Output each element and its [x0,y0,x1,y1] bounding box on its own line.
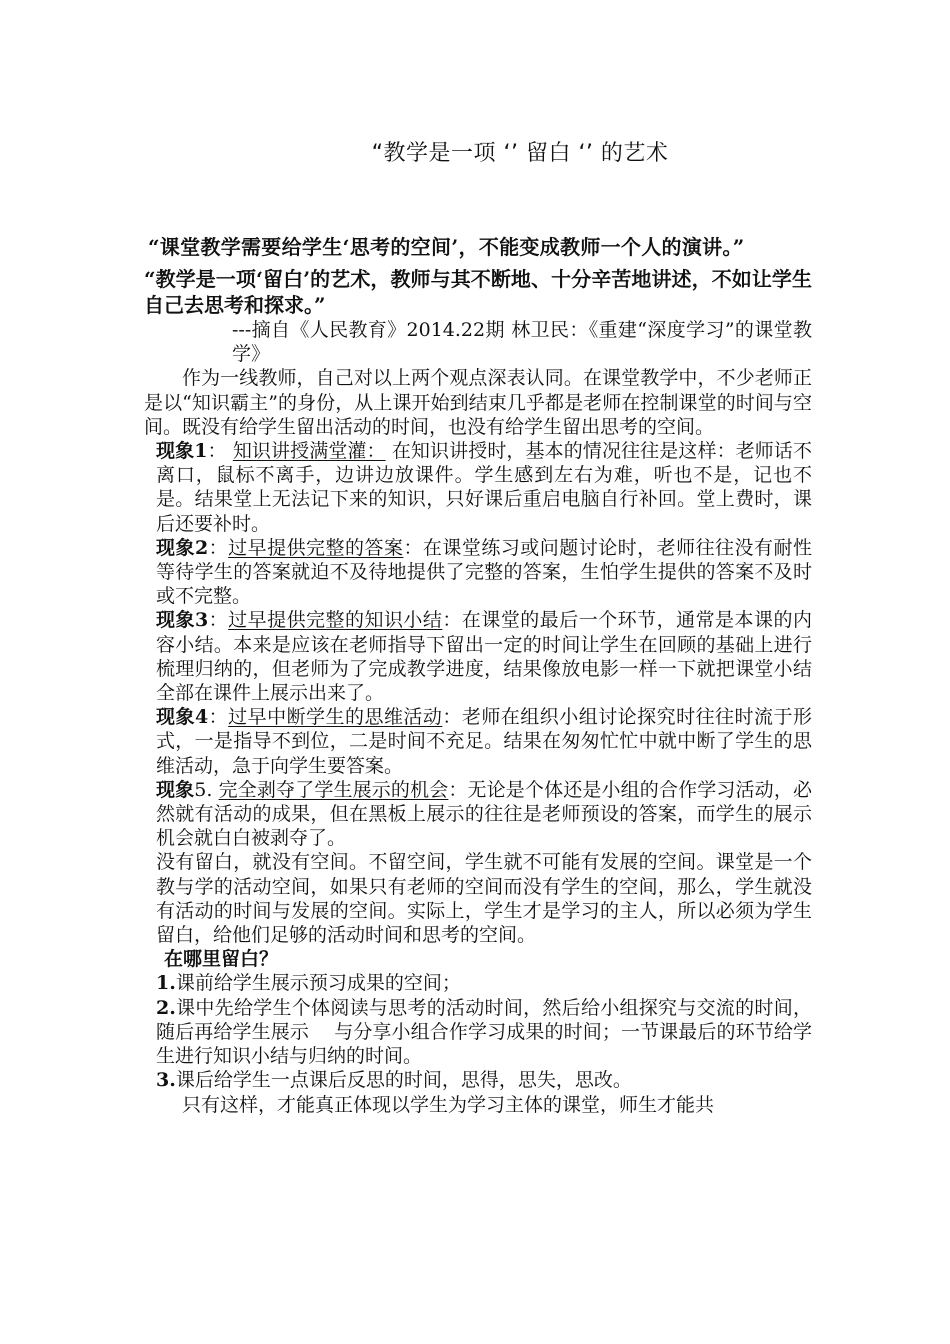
item-text: 课后给学生一点课后反思的时间，思得，思失，思改。 [175,1069,632,1092]
phenomenon-sep: ： [208,706,229,729]
phenomenon-label: 现象4 [156,706,209,729]
where-item-3 [144,1068,812,1092]
phenomenon-label: 现象3 [156,609,209,632]
phenomenon-3 [144,608,812,705]
phenomenon-title: 过早提供完整的知识小结 [228,609,443,632]
intro-paragraph: 作为一线教师，自己对以上两个观点深表认同。在课堂教学中，不少老师正是以“知识霸主”的身份，从上课开始到结束几乎都是老师在控制课堂的时间与空间。既没有给学生留出活动的时间，也没有给学生留出思考的空间。 [144,367,812,438]
phenomenon-text: ：老师在组织小组讨论探究时往往时流于形式，一是指导不到位，二是时间不充足。结果在匆匆忙忙中就中断了学生的思维活动，急于向学生要答案。 [156,706,812,777]
phenomenon-sep: ： [208,536,229,559]
closing-paragraph: 只有这样，才能真正体现以学生为学习主体的课堂，师生才能共 [182,1093,715,1116]
phenomenon-sep: 5. [194,778,213,801]
phenomenon-sep: ： [207,440,227,463]
phenomenon-1 [144,439,812,536]
phenomenon-title: 知识讲授满堂灌： [232,440,386,463]
where-item-1 [144,971,812,995]
document-title: “教学是一项 ‘’ 留白 ‘’ 的艺术 [371,141,669,166]
phenomenon-label: 现象1 [156,440,208,463]
phenomenon-2 [144,536,812,609]
phenomenon-title: 过早提供完整的答案 [228,536,404,559]
quote-1: “课堂教学需要给学生‘思考的空间’，不能变成教师一个人的演讲。” [148,235,745,259]
phenomenon-sep: ： [208,609,229,632]
item-number: 2. [156,996,176,1019]
quote-2: “教学是一项‘留白’的艺术，教师与其不断地、十分辛苦地讲述，不如让学生自己去思考和探求。” [144,267,812,317]
item-number: 3. [156,1069,176,1092]
phenomenon-label: 现象2 [156,536,209,559]
phenomenon-title: 完全剥夺了学生展示的机会 [218,778,449,801]
phenomenon-text: 在知识讲授时，基本的情况往往是这样：老师话不离口，鼠标不离手，边讲边放课件。学生感到左右为难，听也不是，记也不是。结果堂上无法记下来的知识，只好课后重启电脑自行补回。堂上费时，课后还要补时。 [156,440,812,535]
item-text: 课中先给学生个体阅读与思考的活动时间，然后给小组探究与交流的时间，随后再给学生展示 与分享小组合作学习成果的时间；一节课最后的环节给学生进行知识小结与归纳的时间。 [156,996,812,1068]
summary-paragraph: 没有留白，就没有空间。不留空间，学生就不可能有发展的空间。课堂是一个教与学的活动空间，如果只有老师的空间而没有学生的空间，那么，学生就没有活动的时间与发展的空间。实际上，学生才是学习的主人，所以必须为学生留白，给他们足够的活动时间和思考的空间。 [156,851,812,947]
phenomenon-5 [144,778,812,851]
where-item-2 [144,996,812,1069]
source-citation: ---摘自《人民教育》2014.22期 林卫民：《重建“深度学习”的课堂教学》 [232,319,812,366]
item-text: 课前给学生展示预习成果的空间； [175,972,461,995]
where-heading: 在哪里留白？ [164,948,279,971]
phenomenon-text: ：在课堂练习或问题讨论时，老师往往没有耐性等待学生的答案就迫不及待地提供了完整的答案，生怕学生提供的答案不及时或不完整。 [156,536,812,608]
document-body [144,228,812,1117]
phenomenon-title: 过早中断学生的思维活动 [228,706,443,729]
phenomenon-text: ：在课堂的最后一个环节，通常是本课的内容小结。本来是应该在老师指导下留出一定的时间让学生在回顾的基础上进行梳理归纳的，但老师为了完成教学进度，结果像放电影一样一下就把课堂小结全部在课件上展示出来了。 [156,609,812,705]
item-number: 1. [156,972,176,995]
phenomenon-text: ：无论是个体还是小组的合作学习活动，必然就有活动的成果，但在黑板上展示的往往是老师预设的答案，而学生的展示机会就白白被剥夺了。 [156,778,812,850]
phenomenon-label: 现象 [156,778,195,801]
phenomenon-4 [144,705,812,778]
